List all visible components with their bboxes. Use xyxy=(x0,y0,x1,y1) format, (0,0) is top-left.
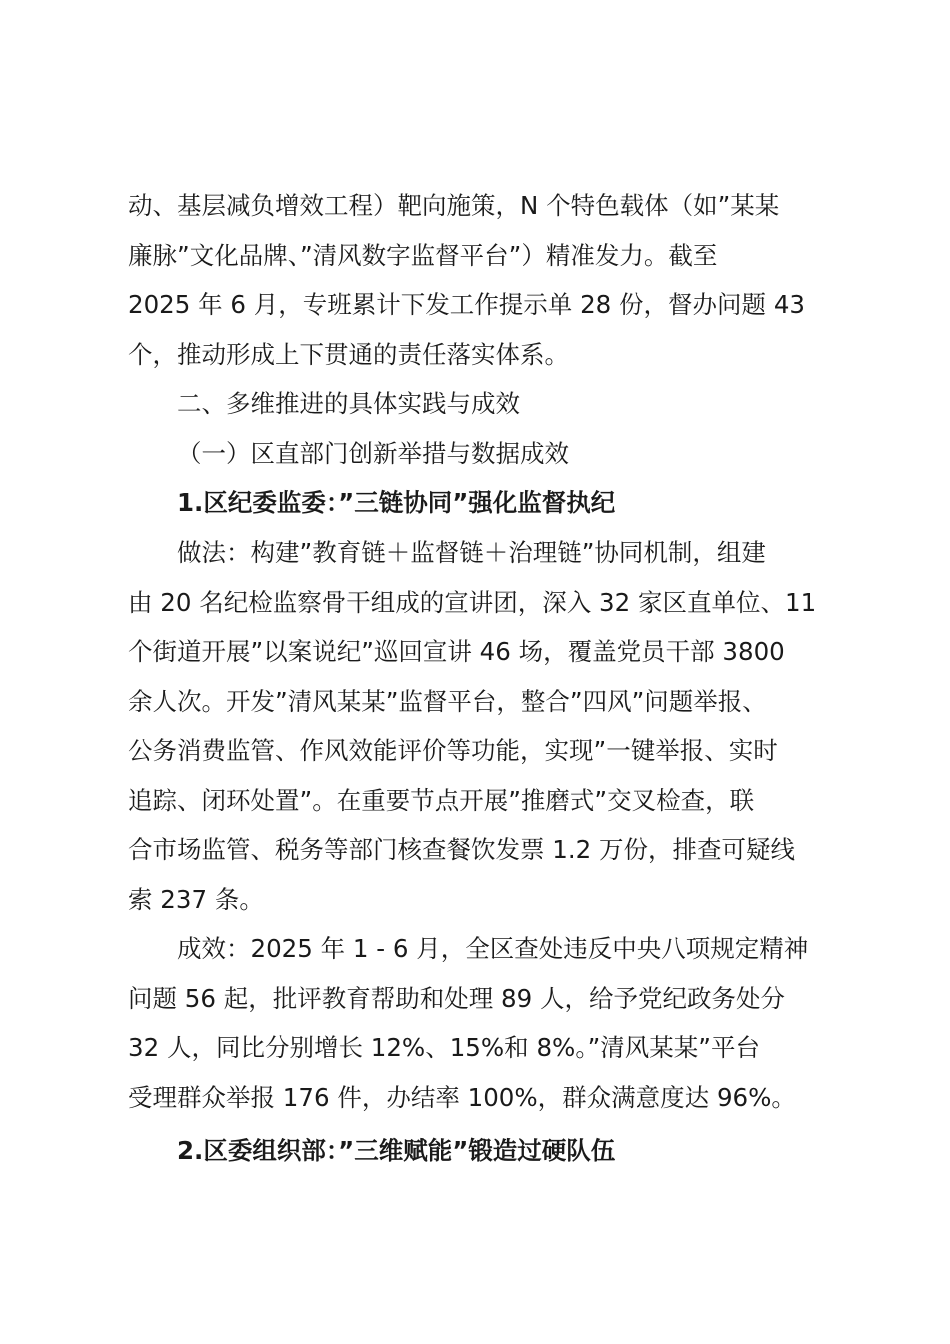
item-heading: 1.区纪委监委：”三链协同”强化监督执纪 xyxy=(177,488,616,517)
paragraph-line: 追踪、闭环处置”。在重要节点开展”推磨式”交叉检查，联 xyxy=(128,786,755,815)
paragraph-line: 由 20 名纪检监察骨干组成的宣讲团，深入 32 家区直单位、11 xyxy=(128,588,817,617)
paragraph-line: 动、基层减负增效工程）靶向施策，N 个特色载体（如”某某 xyxy=(128,191,780,220)
item-heading: 2.区委组织部：”三维赋能”锻造过硬队伍 xyxy=(177,1136,616,1165)
paragraph-line: 个，推动形成上下贯通的责任落实体系。 xyxy=(128,340,569,369)
subsection-heading: （一）区直部门创新举措与数据成效 xyxy=(177,439,569,468)
paragraph-line: 余人次。开发”清风某某”监督平台，整合”四风”问题举报、 xyxy=(128,687,767,716)
paragraph-line: 2025 年 6 月，专班累计下发工作提示单 28 份，督办问题 43 xyxy=(128,290,806,319)
paragraph-line: 合市场监管、税务等部门核查餐饮发票 1.2 万份，排查可疑线 xyxy=(128,835,796,864)
section-heading: 二、多维推进的具体实践与成效 xyxy=(177,389,520,418)
paragraph-line: 个街道开展”以案说纪”巡回宣讲 46 场，覆盖党员干部 3800 xyxy=(128,637,785,666)
paragraph-line: 廉脉”文化品牌、”清风数字监督平台”）精准发力。截至 xyxy=(128,241,718,270)
paragraph-line: 32 人，同比分别增长 12%、15%和 8%。”清风某某”平台 xyxy=(128,1033,760,1062)
paragraph-line: 索 237 条。 xyxy=(128,885,264,914)
paragraph-line: 受理群众举报 176 件，办结率 100%，群众满意度达 96%。 xyxy=(128,1083,796,1112)
paragraph-line: 做法：构建”教育链＋监督链＋治理链”协同机制，组建 xyxy=(177,538,766,567)
paragraph-line: 问题 56 起，批评教育帮助和处理 89 人，给予党纪政务处分 xyxy=(128,984,785,1013)
paragraph-line: 公务消费监管、作风效能评价等功能，实现”一键举报、实时 xyxy=(128,736,778,765)
paragraph-line: 成效：2025 年 1 - 6 月，全区查处违反中央八项规定精神 xyxy=(177,934,809,963)
